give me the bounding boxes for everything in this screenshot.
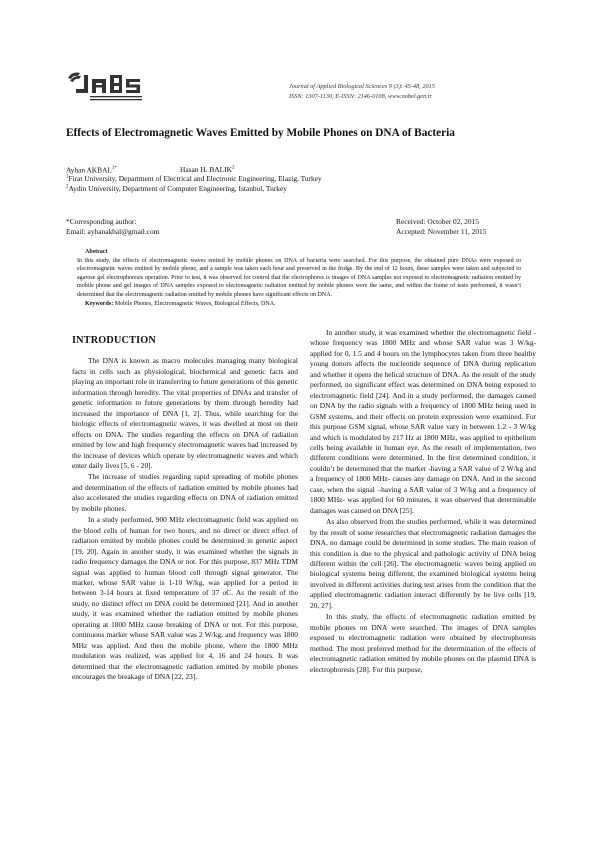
body-paragraph: In this study, the effects of electromagnetic radiation emitted by mobile phones on DNA were searched. The images of DNA samples exposed to electromagnetic radiation were obtained by electrophoresis method. The most preferred method for the determination of the effects of electromagnetic radiation emitted by mobile phones on the plasmid DNA is electrophoresis [28]. For this purpose, bbox=[310, 612, 536, 674]
keywords-text: Mobile Phones, Electromagnetic Waves, Biological Effects, DNA. bbox=[114, 300, 276, 307]
author-1-name: Ayhan AKBAL bbox=[66, 165, 112, 175]
abstract-text: In this study, the effects of electromagnetic waves emited by mobile phones on DNA of bacteria were searched. For this purpose, the obtained pure DNAs were exposed to electromagnetic waves emitted by mobile phone, and a sample was taken each hour and preserved in the fridge. By the end of 12 hours, these samples were taken and subjected to agarose gel electrophoresis operation. Prior to test, it was observed for control that the electrophores is images of DNA samples not exposed to electromagnetic radiation emitted by mobile phone and gel images of DNA samples exposed to electomagnetic radiation emitted by mobile phones were the same, and within the frame of tests performed, it wasn’t determined that the electromagnetic radiation emitted by mobile phones have significant effects on DNA. bbox=[77, 257, 521, 298]
received-date: Received: October 02, 2015 bbox=[396, 217, 479, 226]
corresponding-email: Email: ayhanakbal@gmail.com bbox=[66, 227, 160, 236]
journal-citation bbox=[289, 82, 435, 102]
author-1-sup: 1* bbox=[111, 166, 117, 171]
abstract-block bbox=[77, 248, 521, 308]
affiliation-1-sup: 1 bbox=[66, 174, 69, 180]
article-dates bbox=[396, 217, 486, 237]
keywords-label: Keywords: bbox=[85, 300, 114, 307]
body-paragraph: The increase of studies regarding rapid spreading of mobile phones and determination of the effects of radiation emitted by mobile phones had also accelerated the studies regarding effects on DNA of radiation emitted by mobile phones. bbox=[72, 472, 298, 513]
body-paragraph: In another study, it was examined whether the electromagnetic field -whose frequency was 1800 MHz and whose SAR value was 3 W/kg- applied for 0, 1.5 and 4 hours on the lymphocytes taken from three healthy young donors affects the nucleotide sequence of DNA during replication and whether it opens the helical structure of DNA. As the result of the study performed, no significant effect was determined on DNA being exposed to electromagnetic field [24]. And in a study performed, the damages caused on DNA by the radio signals with a frequency of 1800 MHz being used in GSM systems, and their effects on protein expression were examined. For this purpose GSM signal, whose SAR value vary in between 1.2 - 3 W/kg and which is modulated by 217 Hz at 1800 MHz, was applied to epithelium cells being available in human eye. As the result of implementation, two different conditions were determined. In the first determined condition, it couldn’t be determined that the marker -having a SAR value of 2 W/kg and a frequency of 1800 MHz- causes any damage on DNA. And in the second case, when the signal –having a SAR value of 3 W/kg and a frequency of 1800 MHz- was applied for 60 minutes, it was observed that determinable damages was caused on DNA [25]. bbox=[310, 328, 536, 515]
body-paragraph: As also observed from the studies performed, while it was determined by the result of some researches that electromagnetic radiation damages the DNA, no damage could be determined in some studies. The main reason of this condition is due to the physical and pathologic activity of DNA being different within the cell [26]. The electromagnetic waves being applied on biological systems being different, the examined biological systems being involved in different activities during test arises from the condition that the applied electromagnetic radiation interact differently by he live cells [19, 20, 27]. bbox=[310, 517, 536, 610]
body-paragraph: In a study performed, 900 MHz electromagnetic field was applied on the blood cells of human for two hours, and no direct or direct effect of radiation emitted by mobile phones could be determined in genetic aspect [19, 20]. Again in another study, it was examined whether the signals in radio frequency damages the DNA or not. For this purpose, 837 MHz TDM signal was applied to human blood cell through signal generator. The marker, whose SAR value is 1-10 W/kg, was applied for a period in between 3-14 hours at fixed temperature of 37 oC. As the result of the study, no distinct effect on DNA could be determined [21]. And in another study, it was examined whether the radiation emitted by mobile phones operating at 1800 MHz cause breaking of DNA or not. For this purpose, continuous marker whose SAR value was 2 W/kg, and frequency was 1800 MHz was applied. And then the mobile phone, where the 1800 MHz modulation was realized, was applied for 4, 16 and 24 hours. It was determined that the electromagnetic radiation emitted by mobile phones encourages the breakage of DNA [22, 23]. bbox=[72, 515, 298, 682]
body-column-right bbox=[310, 328, 536, 675]
journal-citation-line1: Journal of Applied Biological Sciences 9 (3): 45-48, 2015 bbox=[289, 83, 435, 90]
paper-title: Effects of Electromagnetic Waves Emitted by Mobile Phones on DNA of Bacteria bbox=[66, 127, 455, 139]
corresponding-author bbox=[66, 217, 159, 237]
journal-citation-line2: ISSN: 1307-1130, E-ISSN: 2146-0108, www.nobel.gen.tr bbox=[289, 93, 433, 100]
section-heading-introduction: INTRODUCTION bbox=[72, 335, 156, 346]
affiliation-2-sup: 2 bbox=[66, 184, 69, 190]
affiliation-2-text: Aydin University, Department of Computer Engineering, Istanbul, Turkey bbox=[68, 184, 287, 193]
author-2-sup: 2 bbox=[231, 166, 235, 171]
author-2-name: Hasan H. BALIK bbox=[180, 165, 232, 175]
abstract-heading: Abstract bbox=[85, 249, 108, 255]
body-column-left bbox=[72, 336, 298, 683]
corresponding-label: *Corresponding author: bbox=[66, 217, 137, 226]
jabs-logo-icon bbox=[66, 69, 148, 103]
keywords-line bbox=[85, 300, 521, 309]
journal-logo bbox=[66, 69, 148, 108]
affiliation-1 bbox=[66, 174, 322, 183]
affiliation-2 bbox=[66, 184, 287, 193]
body-paragraph: The DNA is known as macro molecules managing many biological facts in cells such as physiological, biochemical and genetic facts and playing an important role in transferring to future generations of this genetic information through heredity. The vital properties of DNAs and transfer of genetic information to future generations by them through heredity had increased the importance of DNA [1, 2]. Thus, while searching for the biologic effects of electromagnetic waves, it was dwelled at most on their effects on DNA. The studies regarding the effects on DNA of radiation emitted by low and high frequency electromagnetic waves had increased by the increase of devices which operate by electromagnetic waves and which enter daily lives [5, 6 - 20]. bbox=[72, 356, 298, 470]
affiliation-1-text: Firat University, Department of Electrical and Electronic Engineering, Elazig, Turkey bbox=[68, 174, 322, 183]
accepted-date: Accepted: November 11, 2015 bbox=[396, 227, 487, 236]
